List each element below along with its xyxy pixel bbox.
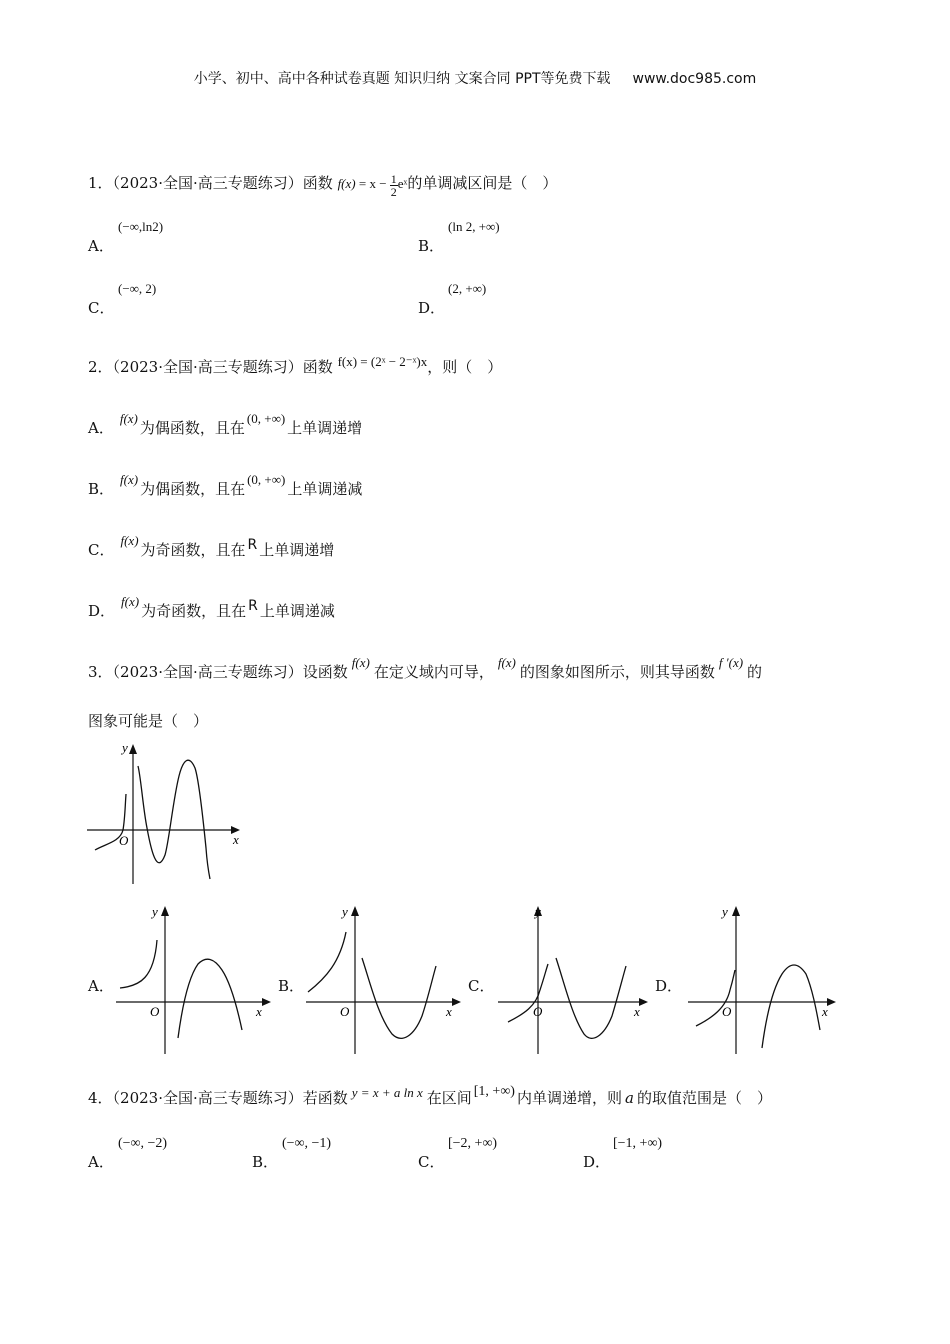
q3-option-a-graph[interactable] xyxy=(110,898,275,1058)
svg-text:O: O xyxy=(533,1004,543,1019)
header-text: 小学、初中、高中各种试卷真题 知识归纳 文案合同 PPT等免费下载 xyxy=(193,71,611,87)
q2-option-c[interactable]: C．f(x)为奇函数，且在 R 上单调递增 xyxy=(88,533,335,559)
x-arrow-icon xyxy=(452,998,461,1006)
svg-text:y: y xyxy=(342,904,348,919)
q1-option-c-value: (−∞, 2) xyxy=(118,281,157,296)
x-arrow-icon xyxy=(827,998,836,1006)
q1-number: 1． xyxy=(88,174,113,192)
q3-option-d-graph[interactable] xyxy=(682,898,847,1058)
q2-option-b[interactable]: B．f(x)为偶函数，且在(0, +∞)上单调递减 xyxy=(88,472,363,498)
q1-option-b[interactable]: B． xyxy=(418,237,445,255)
q1-option-d[interactable]: D． xyxy=(418,299,446,317)
svg-text:y: y xyxy=(722,904,728,919)
y-arrow-icon xyxy=(161,906,169,916)
svg-text:x: x xyxy=(446,1004,452,1019)
q3-main-graph xyxy=(85,738,245,886)
q2-option-a[interactable]: A．f(x)为偶函数，且在(0, +∞)上单调递增 xyxy=(88,411,363,437)
q3-option-c[interactable]: C． xyxy=(468,977,495,995)
q1-option-a-value: (−∞,ln2) xyxy=(118,219,164,234)
q1-option-d-value: (2, +∞) xyxy=(448,281,487,296)
svg-text:y: y xyxy=(535,904,541,919)
svg-text:O: O xyxy=(340,1004,350,1019)
x-arrow-icon xyxy=(262,998,271,1006)
y-arrow-icon xyxy=(129,744,137,754)
q1-source: （2023·全国·高三专题练习） xyxy=(112,174,303,192)
svg-text:y: y xyxy=(152,904,158,919)
q2-suffix: ，则（ ） xyxy=(427,358,503,376)
q3-option-b-graph[interactable] xyxy=(300,898,465,1058)
x-arrow-icon xyxy=(639,998,648,1006)
q3-option-c-graph[interactable] xyxy=(492,898,657,1058)
q3-option-a[interactable]: A． xyxy=(88,977,114,995)
q4-option-c[interactable]: C． xyxy=(418,1153,445,1171)
q1-prefix: 函数 xyxy=(302,174,333,192)
q2-number: 2． xyxy=(88,358,113,376)
q4-option-a[interactable]: A． xyxy=(88,1153,114,1171)
curve-main xyxy=(138,760,210,879)
q3-option-d[interactable]: D． xyxy=(655,977,683,995)
question-3: 3．（2023·全国·高三专题练习）设函数f(x)在定义域内可导，f(x)的图象如图所示，则其导函数f ′(x)的 xyxy=(88,655,763,681)
q4-option-d-value: [−1, +∞) xyxy=(613,1136,663,1151)
q1-suffix: 的单调减区间是（ ） xyxy=(407,174,558,192)
origin-label: O xyxy=(119,833,129,848)
svg-text:x: x xyxy=(822,1004,828,1019)
axis-y-label: y xyxy=(122,740,128,755)
q3-line2: 图象可能是（ ） xyxy=(88,712,209,730)
q1-option-c[interactable]: C． xyxy=(88,299,115,317)
q4-option-d[interactable]: D． xyxy=(583,1153,611,1171)
svg-text:O: O xyxy=(722,1004,732,1019)
q2-function: f(x) = (2ˣ − 2⁻ˣ)x xyxy=(337,354,428,369)
question-4: 4．（2023·全国·高三专题练习）若函数 y = x + a ln x 在区间 [1, +∞) 内单调递增，则 a 的取值范围是（ ） xyxy=(88,1084,772,1107)
question-2 xyxy=(88,356,502,377)
q2-option-d[interactable]: D．f(x)为奇函数，且在 R 上单调递减 xyxy=(88,594,335,620)
q3-option-b[interactable]: B． xyxy=(278,977,305,995)
header-site[interactable]: www.doc985.com xyxy=(632,71,757,87)
y-arrow-icon xyxy=(351,906,359,916)
q2-prefix: 函数 xyxy=(302,358,333,376)
axis-x-label: x xyxy=(233,832,239,847)
q4-option-a-value: (−∞, −2) xyxy=(118,1136,168,1151)
question-1 xyxy=(88,172,557,198)
q4-option-c-value: [−2, +∞) xyxy=(448,1136,498,1151)
q4-option-b-value: (−∞, −1) xyxy=(282,1136,332,1151)
q2-source: （2023·全国·高三专题练习） xyxy=(112,358,303,376)
q1-function: f(x) = x − $\frac{1}{2}$ eˣ xyxy=(337,171,408,199)
page-header xyxy=(0,68,950,88)
svg-text:O: O xyxy=(150,1004,160,1019)
svg-text:x: x xyxy=(634,1004,640,1019)
svg-text:x: x xyxy=(256,1004,262,1019)
q1-option-a[interactable]: A． xyxy=(88,237,114,255)
q1-option-b-value: (ln 2, +∞) xyxy=(448,219,500,234)
y-arrow-icon xyxy=(732,906,740,916)
q4-option-b[interactable]: B． xyxy=(252,1153,279,1171)
